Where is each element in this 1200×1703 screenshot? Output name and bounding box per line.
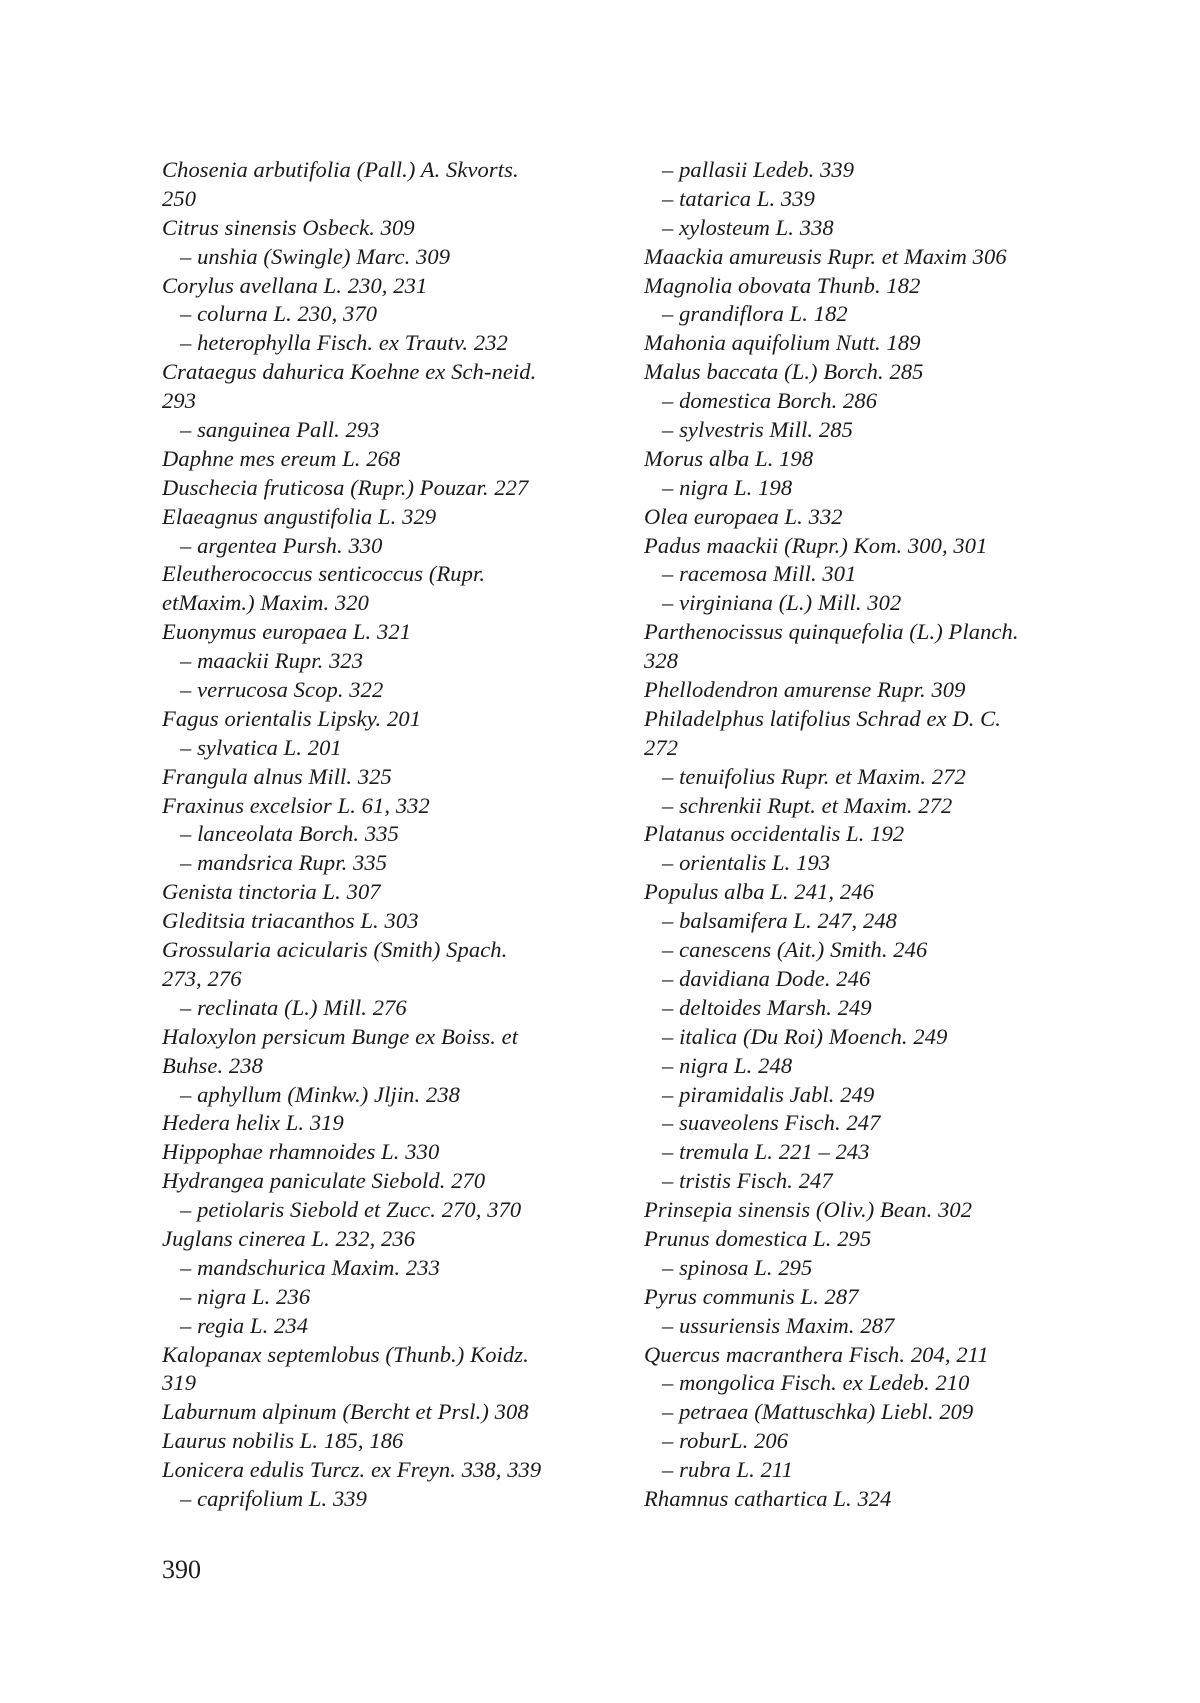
index-entry: Chosenia arbutifolia (Pall.) A. Skvorts. [162,156,607,185]
index-entry: Malus baccata (L.) Borch. 285 [644,358,1114,387]
index-subentry: – balsamifera L. 247, 248 [644,907,1114,936]
index-subentry: – reclinata (L.) Mill. 276 [162,994,607,1023]
index-entry: Juglans cinerea L. 232, 236 [162,1225,607,1254]
index-entry: Philadelphus latifolius Schrad ex D. C. [644,705,1114,734]
index-entry: Olea europaea L. 332 [644,503,1114,532]
index-entry: Morus alba L. 198 [644,445,1114,474]
index-entry: 328 [644,647,1114,676]
index-subentry: – nigra L. 248 [644,1052,1114,1081]
index-subentry: – petraea (Mattuschka) Liebl. 209 [644,1398,1114,1427]
index-subentry: – regia L. 234 [162,1312,607,1341]
index-subentry: – mandsrica Rupr. 335 [162,849,607,878]
index-entry: Phellodendron amurense Rupr. 309 [644,676,1114,705]
index-entry: Hydrangea paniculate Siebold. 270 [162,1167,607,1196]
index-subentry: – roburL. 206 [644,1427,1114,1456]
index-column-right [644,156,1114,1514]
index-subentry: – xylosteum L. 338 [644,214,1114,243]
index-subentry: – tenuifolius Rupr. et Maxim. 272 [644,763,1114,792]
index-subentry: – spinosa L. 295 [644,1254,1114,1283]
index-entry: Corylus avellana L. 230, 231 [162,272,607,301]
index-subentry: – verrucosa Scop. 322 [162,676,607,705]
index-subentry: – caprifolium L. 339 [162,1485,607,1514]
index-entry: Populus alba L. 241, 246 [644,878,1114,907]
index-subentry: – tatarica L. 339 [644,185,1114,214]
index-entry: Pyrus communis L. 287 [644,1283,1114,1312]
index-subentry: – racemosa Mill. 301 [644,560,1114,589]
index-entry: Rhamnus cathartica L. 324 [644,1485,1114,1514]
index-subentry: – nigra L. 236 [162,1283,607,1312]
index-entry: Padus maackii (Rupr.) Kom. 300, 301 [644,532,1114,561]
index-subentry: – davidiana Dode. 246 [644,965,1114,994]
index-entry: Eleutherococcus senticoccus (Rupr. [162,560,607,589]
index-subentry: – sanguinea Pall. 293 [162,416,607,445]
index-subentry: – deltoides Marsh. 249 [644,994,1114,1023]
index-subentry: – grandiflora L. 182 [644,300,1114,329]
index-entry: 272 [644,734,1114,763]
index-entry: Elaeagnus angustifolia L. 329 [162,503,607,532]
index-entry: Kalopanax septemlobus (Thunb.) Koidz. [162,1341,607,1370]
index-subentry: – colurna L. 230, 370 [162,300,607,329]
index-subentry: – rubra L. 211 [644,1456,1114,1485]
index-subentry: – aphyllum (Minkw.) Jljin. 238 [162,1081,607,1110]
index-entry: Quercus macranthera Fisch. 204, 211 [644,1341,1114,1370]
index-subentry: – tremula L. 221 – 243 [644,1138,1114,1167]
index-entry: 273, 276 [162,965,607,994]
index-entry: Haloxylon persicum Bunge ex Boiss. et [162,1023,607,1052]
index-subentry: – ussuriensis Maxim. 287 [644,1312,1114,1341]
index-entry: Mahonia aquifolium Nutt. 189 [644,329,1114,358]
index-entry: Prunus domestica L. 295 [644,1225,1114,1254]
index-subentry: – suaveolens Fisch. 247 [644,1109,1114,1138]
index-entry: Buhse. 238 [162,1052,607,1081]
index-subentry: – domestica Borch. 286 [644,387,1114,416]
page-number: 390 [162,1554,201,1586]
index-entry: Grossularia acicularis (Smith) Spach. [162,936,607,965]
index-entry: Frangula alnus Mill. 325 [162,763,607,792]
index-subentry: – mongolica Fisch. ex Ledeb. 210 [644,1369,1114,1398]
index-entry: etMaxim.) Maxim. 320 [162,589,607,618]
index-subentry: – pallasii Ledeb. 339 [644,156,1114,185]
index-entry: Crataegus dahurica Koehne ex Sch-neid. [162,358,607,387]
index-subentry: – canescens (Ait.) Smith. 246 [644,936,1114,965]
index-entry: Platanus occidentalis L. 192 [644,820,1114,849]
index-entry: Genista tinctoria L. 307 [162,878,607,907]
index-subentry: – orientalis L. 193 [644,849,1114,878]
index-entry: Lonicera edulis Turcz. ex Freyn. 338, 339 [162,1456,607,1485]
index-subentry: – italica (Du Roi) Moench. 249 [644,1023,1114,1052]
index-subentry: – sylvatica L. 201 [162,734,607,763]
index-entry: Citrus sinensis Osbeck. 309 [162,214,607,243]
index-subentry: – tristis Fisch. 247 [644,1167,1114,1196]
index-entry: Parthenocissus quinquefolia (L.) Planch. [644,618,1114,647]
index-subentry: – virginiana (L.) Mill. 302 [644,589,1114,618]
index-page [0,0,1200,1703]
index-subentry: – argentea Pursh. 330 [162,532,607,561]
index-subentry: – lanceolata Borch. 335 [162,820,607,849]
index-subentry: – piramidalis Jabl. 249 [644,1081,1114,1110]
index-entry: Fagus orientalis Lipsky. 201 [162,705,607,734]
index-subentry: – maackii Rupr. 323 [162,647,607,676]
index-entry: 293 [162,387,607,416]
index-entry: Hippophae rhamnoides L. 330 [162,1138,607,1167]
index-subentry: – nigra L. 198 [644,474,1114,503]
index-subentry: – petiolaris Siebold et Zucc. 270, 370 [162,1196,607,1225]
index-entry: Maackia amureusis Rupr. et Maxim 306 [644,243,1114,272]
index-entry: 319 [162,1369,607,1398]
index-entry: Euonymus europaea L. 321 [162,618,607,647]
index-entry: Magnolia obovata Thunb. 182 [644,272,1114,301]
index-entry: Daphne mes ereum L. 268 [162,445,607,474]
index-subentry: – sylvestris Mill. 285 [644,416,1114,445]
index-entry: 250 [162,185,607,214]
index-entry: Laurus nobilis L. 185, 186 [162,1427,607,1456]
index-entry: Laburnum alpinum (Bercht et Prsl.) 308 [162,1398,607,1427]
index-entry: Fraxinus excelsior L. 61, 332 [162,792,607,821]
index-entry: Prinsepia sinensis (Oliv.) Bean. 302 [644,1196,1114,1225]
index-column-left [162,156,607,1514]
index-entry: Gleditsia triacanthos L. 303 [162,907,607,936]
index-subentry: – mandschurica Maxim. 233 [162,1254,607,1283]
index-subentry: – unshia (Swingle) Marc. 309 [162,243,607,272]
index-entry: Duschecia fruticosa (Rupr.) Pouzar. 227 [162,474,607,503]
index-entry: Hedera helix L. 319 [162,1109,607,1138]
index-subentry: – heterophylla Fisch. ex Trautv. 232 [162,329,607,358]
index-subentry: – schrenkii Rupt. et Maxim. 272 [644,792,1114,821]
